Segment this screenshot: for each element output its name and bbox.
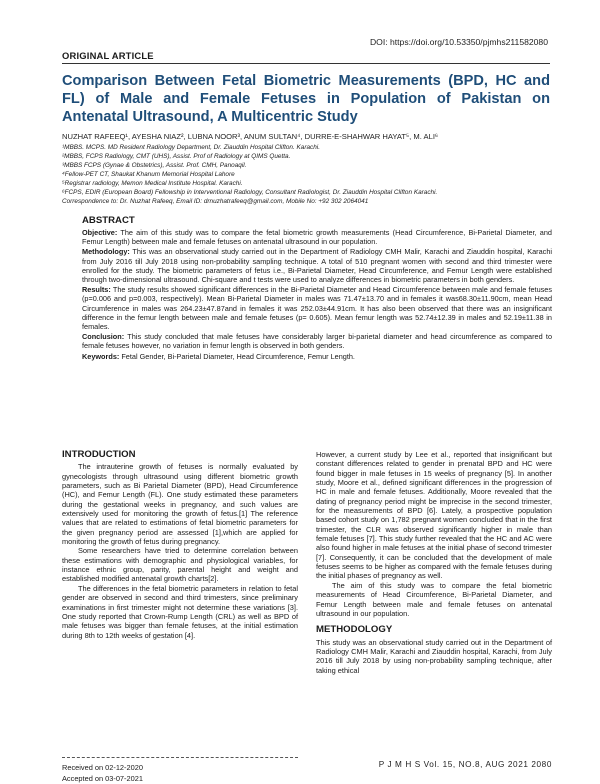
abstract-methodology xyxy=(82,247,552,284)
methodology-paragraph: This study was an observational study carried out in the Department of Radiology CMH Malir, Karachi and Ziauddin hospital, Karachi, from July 2016 till July 2018 by using non-probability sampling technique, after taking ethical xyxy=(316,637,552,675)
affiliation-5: ⁵Registrar radiology, Memon Medical Institute Hospital. Karachi. xyxy=(62,180,243,187)
introduction-heading: INTRODUCTION xyxy=(62,449,136,460)
conclusion-text: This study concluded that male fetuses have considerably larger bi-parietal diameter and head circumference as compared to female fetuses however, no variation in femur length is observed in both genders. xyxy=(82,332,552,351)
affiliation-3: ³MBBS FCPS (Gynae & Obstetrics), Assist. Prof. CMH, Panoaqil. xyxy=(62,162,247,169)
accepted-date: Accepted on 03-07-2021 xyxy=(62,774,143,783)
intro-paragraph-2: Some researchers have tried to determine correlation between these estimations with demographic and physiological variables, for instance ethnic group, parity, parental height and weight and established modified antenatal growth charts[2]. xyxy=(62,546,298,584)
intro-paragraph-5: The aim of this study was to compare the fetal biometric measurements of Head Circumference, Bi-Parietal Diameter, and Femur Length between male and female fetuses on antenatal ultrasound in our population. xyxy=(316,580,552,618)
intro-paragraph-1: The intrauterine growth of fetuses is normally evaluated by gynecologists through ultrasound using different biometric growth parameters, such as Bi Parietal Diameter (BPD), Head Circumference (HC), and Femur Length (FL). One study estimated these parameters during the gestational weeks in pregnancy, and such values are extensively used for monitoring the growth of fetus.[1] The reference values that are related to estimations of fetal biometric parameters for the given pregnancy period are assessed [1],which are applied for monitoring the growth of fetus during pregnancy. xyxy=(62,462,298,547)
right-column xyxy=(316,450,552,675)
methodology-label: Methodology: xyxy=(82,247,130,257)
methodology-text: This was an observational study carried out in the Department of Radiology CMH Malir, Karachi and Ziauddin hospital, Karachi from July 2016 till July 2018 using non-probability sampling technique. A total of 510 pregnant women with second and third trimester were enrolled for the study. The biometric parameters of fetus i.e., Bi-Parietal Diameter, Head Circumference, and Femur Length were established through two-dimensional ultrasound. Chi-square and t tests were used to analyze differences in biometric parameters in both genders. xyxy=(82,247,552,285)
abstract-conclusion xyxy=(82,332,552,350)
affiliation-6: ⁶FCPS, EDIR (European Board) Fellowship in Interventional Radiology, Consultant Radiologist, Dr. Ziauddin Hospital Clifton Karachi. xyxy=(62,189,438,196)
objective-label: Objective: xyxy=(82,228,118,237)
received-date: Received on 02-12-2020 xyxy=(62,763,143,772)
footnote-divider xyxy=(62,757,298,758)
conclusion-label: Conclusion: xyxy=(82,332,125,342)
intro-paragraph-4: However, a current study by Lee et al., reported that insignificant but constant differences related to gender in prenatal BPD and HC were found bigger in male fetuses in 15 weeks of pregnancy [5]. In another study, Moore et al., defined significant differences in the progression of HC in male and female fetuses. Additionally, Moore revealed that the dating of pregnancy period might be imprecise in the second trimester, for the measurements of BPD [6]. Lately, a prospective population based cohort study on 1,782 pregnant women concluded that in the first trimester, the CLR was observed significantly higher in male than female fetuses [7]. This study further revealed that the HC and AC were also found higher in male fetuses at the initial phase of second trimester [7]. Consequently, it can be concluded that the development of male fetuses seems to be higher as compared with the female fetuses during the initial phases of pregnancy as well. xyxy=(316,450,552,581)
keywords-label: Keywords: xyxy=(82,351,120,361)
paper-title: Comparison Between Fetal Biometric Measurements (BPD, HC and FL) of Male and Female Fetuses in Population of Pakistan on Antenatal Ultrasound, A Multicentric Study xyxy=(62,73,550,125)
methodology-heading: METHODOLOGY xyxy=(316,624,393,636)
intro-paragraph-3: The differences in the fetal biometric parameters in relation to fetal gender are observed in second and third trimesters, since preliminary examinations in first trimester might not determine these variations [3]. One study reported that Crown-Rump Length (CRL) as well as BPD of male fetuses was bigger than female fetuses, at the initial estimation during 8th to 12th weeks of gestation [4]. xyxy=(62,583,298,640)
affiliation-4: ⁴Fellow-PET CT, Shaukat Khanum Memorial Hospital Lahore xyxy=(62,171,235,178)
abstract-heading: ABSTRACT xyxy=(82,215,135,226)
results-label: Results: xyxy=(82,285,111,295)
abstract-section xyxy=(82,215,552,362)
doi-link[interactable]: DOI: https://doi.org/10.53350/pjmhs211582080 xyxy=(369,37,548,47)
affiliation-2: ²MBBS, FCPS Radiology, CMT (UHS), Assist. Prof of Radiology at QIMS Quetta. xyxy=(62,153,291,160)
abstract-keywords xyxy=(82,352,552,361)
abstract-results xyxy=(82,285,552,331)
results-text: The study results showed significant differences in the Bi-Parietal Diameter and Head Circumference between male and female fetuses (p=0.006 and p=0.003, respectively). Mean Bi-Parietal Diameter in males was 71.47±13.70 and in females it was68.30±11.90cm, mean Head Circumference in males was 264.23±47.87and in females it was 252.03±44.91cm. It has also been observed that there was an insignificant difference in the femur length between male and female fetuses (p= 0.605). Mean femur length was 52.74±12.39 in males and 52.19±11.38 in females. xyxy=(82,285,552,332)
submission-dates xyxy=(62,762,143,784)
abstract-objective xyxy=(82,228,552,246)
header-divider xyxy=(62,63,550,64)
keywords-text: Fetal Gender, Bi-Parietal Diameter, Head Circumference, Femur Length. xyxy=(119,351,355,361)
author-list: NUZHAT RAFEEQ¹, AYESHA NIAZ², LUBNA NOOR³, ANUM SULTAN⁴, DURRE-E-SHAHWAR HAYAT⁵, M. ALI⁶ xyxy=(62,132,439,141)
affiliations xyxy=(62,143,550,206)
correspondence: Correspondence to: Dr. Nuzhat Rafeeq, Email ID: drnuzhatrafeeq@gmail.com, Mobile No: +92 302 2064041 xyxy=(62,198,369,205)
journal-footer: P J M H S Vol. 15, NO.8, AUG 2021 2080 xyxy=(378,760,552,769)
article-type: ORIGINAL ARTICLE xyxy=(62,50,154,61)
affiliation-1: ¹MBBS. MCPS. MD Resident Radiology Department, Dr. Ziauddin Hospital Clifton. Karachi. xyxy=(62,144,320,151)
left-column xyxy=(62,450,298,640)
objective-text: The aim of this study was to compare the fetal biometric growth measurements (Head Circumference, Bi-Parietal Diameter, and Femur Length) between male and female fetuses on antenatal ultrasound in our population. xyxy=(82,228,552,247)
